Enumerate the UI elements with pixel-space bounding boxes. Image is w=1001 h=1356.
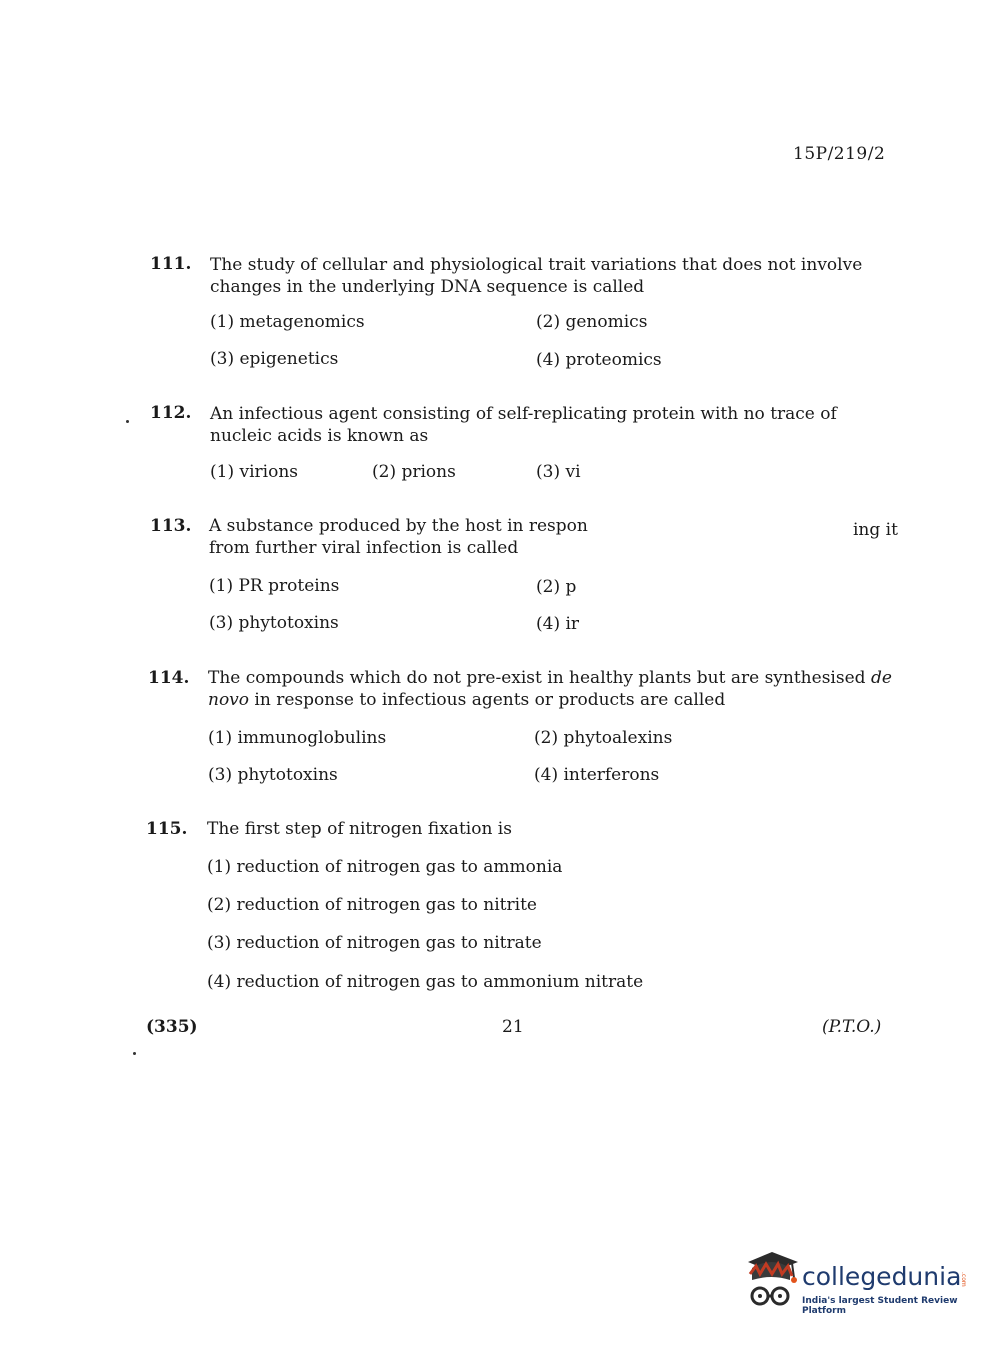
- question-number: 114.: [148, 668, 190, 688]
- question-text: An infectious agent consisting of self-replicating protein with no trace of nucleic acids is known as: [210, 404, 837, 446]
- option-1: (1) metagenomics: [210, 312, 365, 332]
- paper-code: 15P/219/2: [793, 144, 886, 164]
- collegedunia-watermark: [742, 1250, 972, 1320]
- page-number: 21: [502, 1017, 524, 1037]
- option-3: (3) vi: [536, 462, 581, 482]
- mascot-icon: [742, 1250, 800, 1316]
- footer-code: (335): [146, 1017, 198, 1037]
- brand-suffix: .com: [960, 1272, 967, 1287]
- option-2: (2) phytoalexins: [534, 728, 673, 748]
- question-text-a: The compounds which do not pre-exist in healthy plants but are synthesised: [208, 668, 871, 688]
- option-4: (4) reduction of nitrogen gas to ammonium nitrate: [207, 972, 644, 992]
- scan-speck: [133, 1052, 136, 1055]
- scan-speck: [126, 420, 129, 423]
- option-1: (1) immunoglobulins: [208, 728, 387, 748]
- question-number: 115.: [146, 819, 188, 839]
- option-4: (4) ir: [536, 614, 580, 634]
- question-number: 113.: [150, 516, 192, 536]
- option-2: (2) prions: [372, 462, 456, 482]
- question-text-part2: ing it: [853, 520, 898, 540]
- question-text-novo: novo: [208, 690, 250, 710]
- question-text: The study of cellular and physiological trait variations that does not involve changes in the underlying DNA sequence is called: [210, 255, 863, 297]
- option-1: (1) PR proteins: [209, 576, 340, 596]
- option-2: (2) genomics: [536, 312, 648, 332]
- option-2: (2) reduction of nitrogen gas to nitrite: [207, 895, 537, 915]
- question-number: 111.: [150, 254, 192, 274]
- question-text-part1: A substance produced by the host in respon: [209, 516, 588, 536]
- brand-tagline: India's largest Student Review Platform: [802, 1296, 958, 1316]
- question-text-line1: [208, 668, 892, 688]
- option-3: (3) reduction of nitrogen gas to nitrate: [207, 933, 542, 953]
- option-3: (3) phytotoxins: [209, 613, 339, 633]
- question-text-b: in response to infectious agents or products are called: [249, 690, 726, 710]
- question-text: The first step of nitrogen fixation is: [207, 819, 512, 839]
- brand-name: collegedunia: [802, 1262, 962, 1291]
- option-4: (4) proteomics: [536, 350, 662, 370]
- option-3: (3) phytotoxins: [208, 765, 338, 785]
- option-1: (1) reduction of nitrogen gas to ammonia: [207, 857, 563, 877]
- option-2: (2) p: [536, 577, 577, 597]
- question-text-line2: [208, 690, 725, 710]
- pto-label: (P.T.O.): [822, 1017, 882, 1037]
- option-3: (3) epigenetics: [210, 349, 339, 369]
- question-text-line2: from further viral infection is called: [209, 538, 519, 558]
- question-number: 112.: [150, 403, 192, 423]
- option-1: (1) virions: [210, 462, 298, 482]
- question-text-de: de: [870, 668, 892, 688]
- option-4: (4) interferons: [534, 765, 660, 785]
